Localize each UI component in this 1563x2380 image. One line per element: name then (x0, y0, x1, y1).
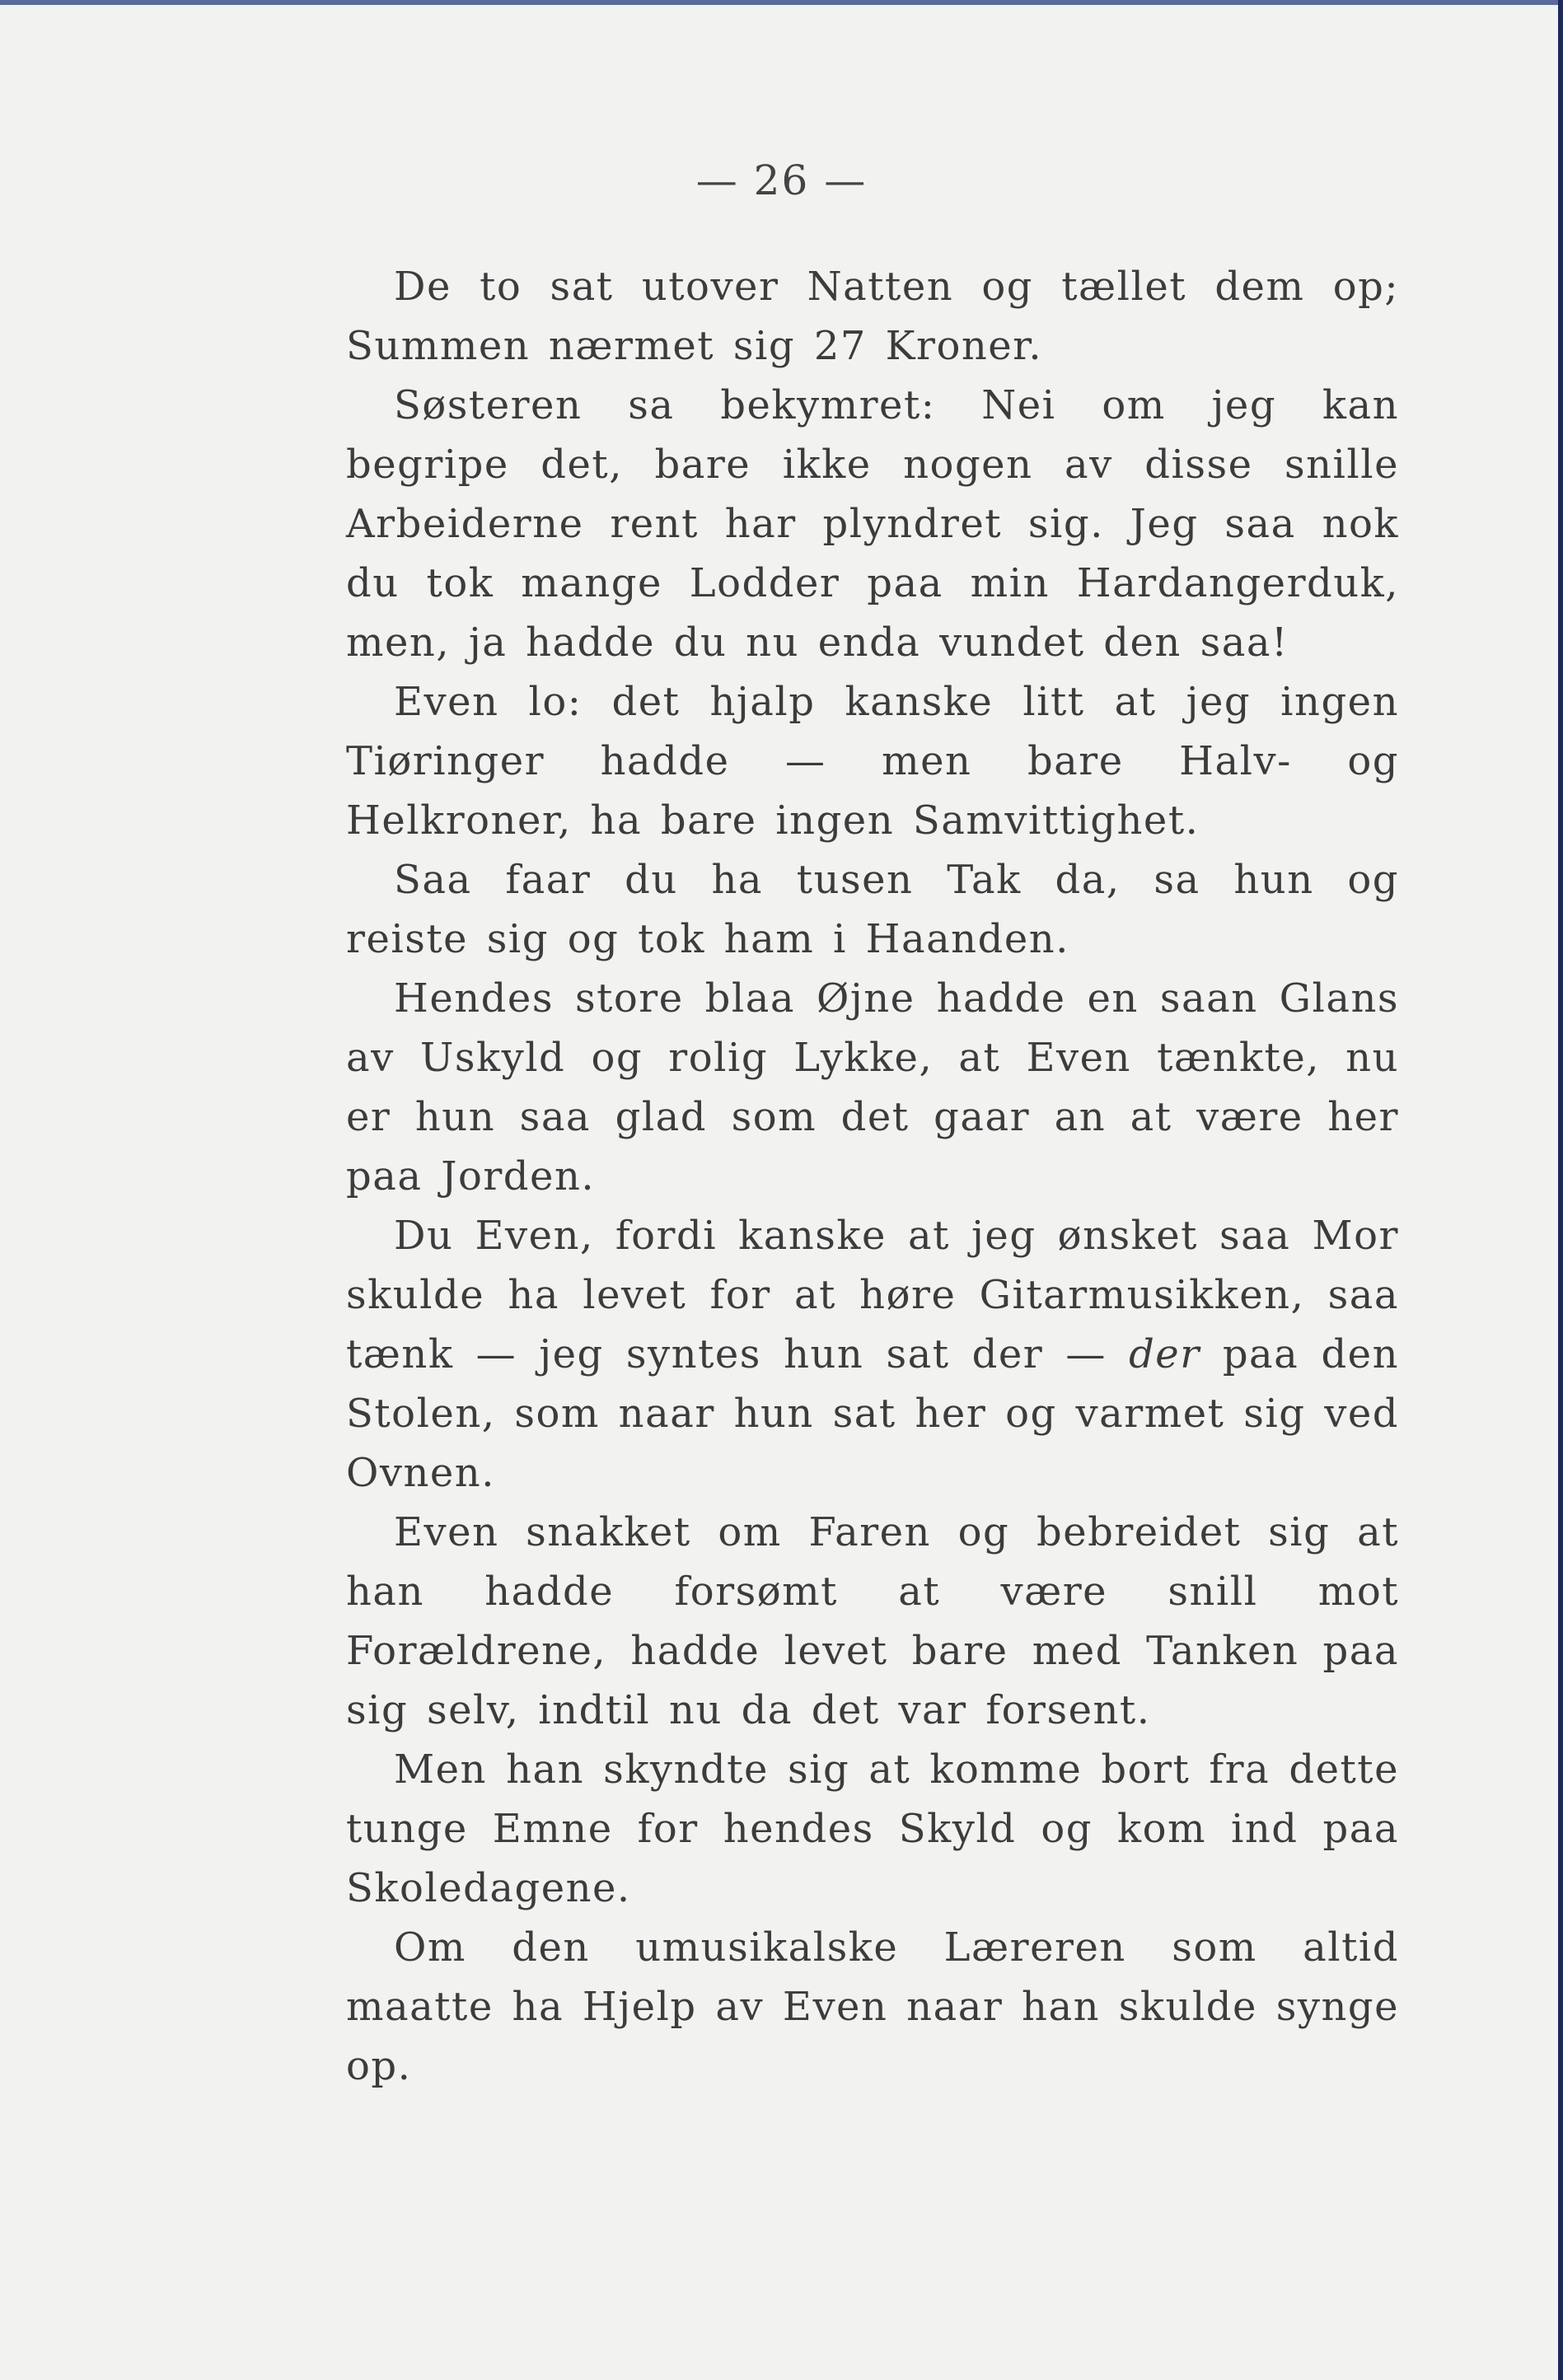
paragraph: Even snakket om Faren og bebreidet sig at han hadde forsømt at være snill mot Forældrene, hadde levet bare med Tanken paa sig selv, indtil nu da det var forsent. (346, 1509, 1399, 1733)
paragraph: Even lo: det hjalp kanske litt at jeg ingen Tiøringer hadde — men bare Halv- og Helkroner, ha bare ingen Samvittighet. (346, 679, 1399, 844)
paragraph: Saa faar du ha tusen Tak da, sa hun og reiste sig og tok ham i Haanden. (346, 857, 1399, 962)
paragraph-text: Du Even, fordi kanske at jeg ønsket saa Mor skulde ha levet for at høre Gitarmusikken, saa tænk — jeg syntes hun sat der — (346, 1213, 1399, 1377)
paragraph: Om den umusikalske Læreren som altid maatte ha Hjelp av Even naar han skulde synge op. (346, 1924, 1399, 2089)
body-text (346, 257, 1399, 2096)
scan-top-edge (0, 0, 1563, 5)
paragraph: De to sat utover Natten og tællet dem op; Summen nærmet sig 27 Kroner. (346, 264, 1399, 369)
paragraph: Søsteren sa bekymret: Nei om jeg kan begripe det, bare ikke nogen av disse snille Arbeiderne rent har plyndret sig. Jeg saa nok du tok mange Lodder paa min Hardangerduk, men, ja hadde du nu enda vundet den saa! (346, 382, 1399, 666)
paragraph: Men han skyndte sig at komme bort fra dette tunge Emne for hendes Skyld og kom ind paa Skoledagene. (346, 1746, 1399, 1911)
paragraph (346, 1206, 1399, 1503)
paragraph-text: paa den Stolen, som naar hun sat her og varmet sig ved Ovnen. (346, 1331, 1399, 1496)
emphasized-word: der (1129, 1331, 1200, 1377)
paragraph: Hendes store blaa Øjne hadde en saan Glans av Uskyld og rolig Lykke, at Even tænkte, nu er hun saa glad som det gaar an at være her paa Jorden. (346, 975, 1399, 1199)
page-number: — 26 — (695, 157, 868, 204)
scan-right-edge (1558, 0, 1563, 2380)
